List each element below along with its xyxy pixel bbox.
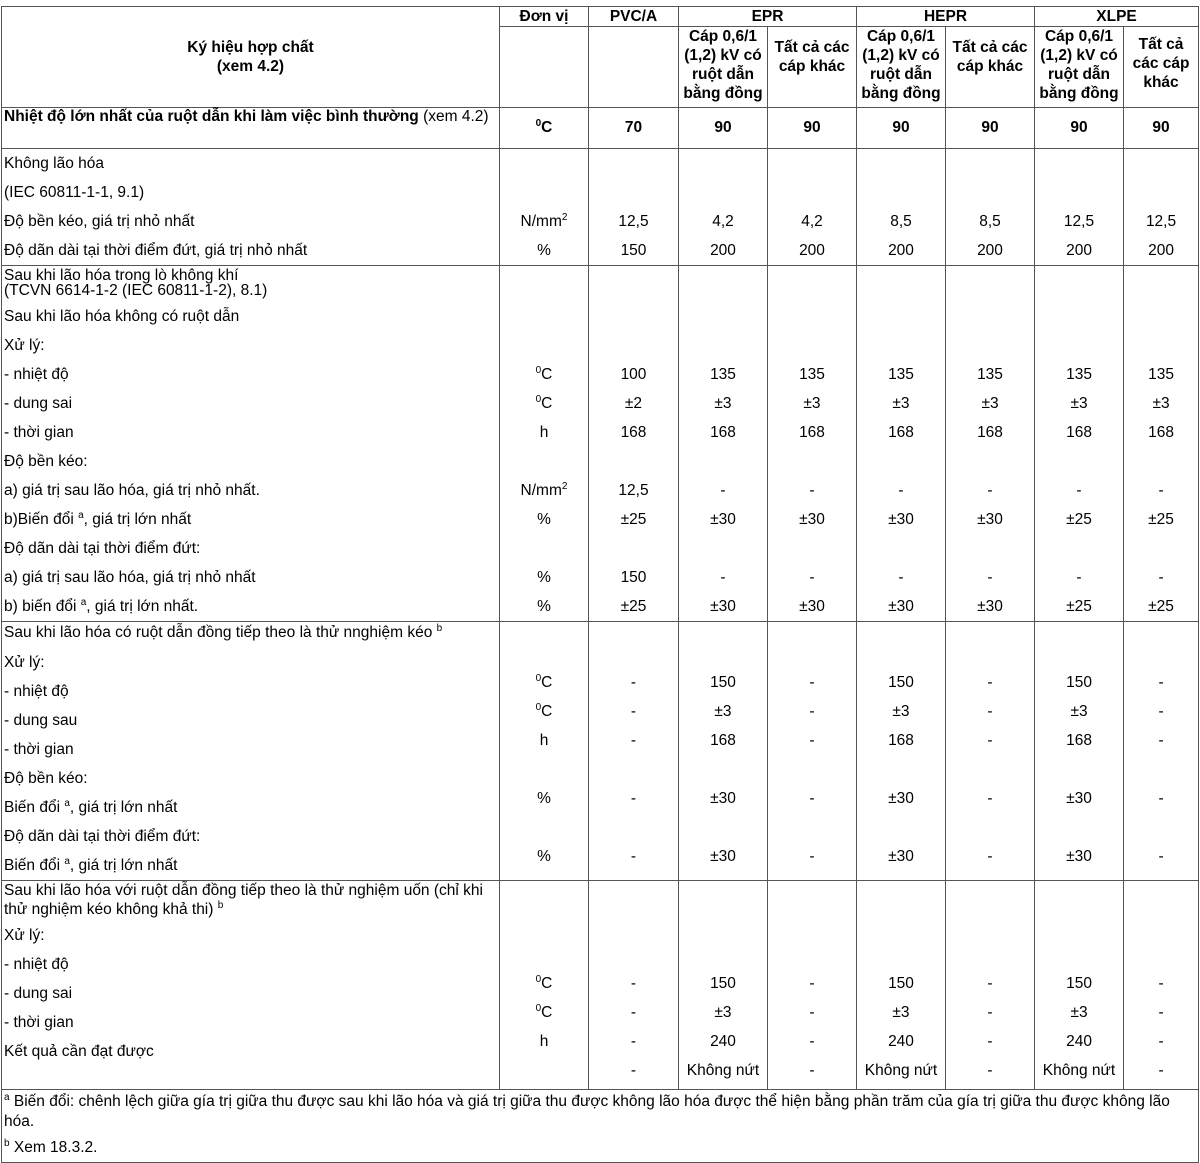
max-temp-label: [2, 108, 500, 149]
unaged-col-epr-other: 4,2 200: [768, 149, 857, 266]
air-oven-no-conductor: Sau khi lão hóa không có ruột dẫn: [4, 308, 240, 325]
copper-bend-tol-unit: $^0$C: [535, 1003, 553, 1021]
max-temp-hepr-other: 90: [946, 108, 1035, 149]
max-temp-epr-other: 90: [768, 108, 857, 149]
copper-bend-col-epr-copper: 150 ±3 240 Không nứt: [679, 881, 768, 1090]
unaged-ref: (IEC 60811-1-1, 9.1): [4, 184, 145, 201]
max-temp-label-bold: Nhiệt độ lớn nhất của ruột dẫn khi làm việc bình thường: [4, 108, 419, 125]
max-temp-xlpe-other: 90: [1124, 108, 1199, 149]
air-oven-col-hepr-copper: 135 ±3 168 - ±30 - ±30: [857, 266, 946, 622]
unaged-col-hepr-copper: 8,5 200: [857, 149, 946, 266]
unaged-col-pvc: 12,5 150: [589, 149, 679, 266]
header-compound-label: Ký hiệu hợp chất: [187, 39, 314, 56]
unaged-tensile-label: Độ bền kéo, giá trị nhỏ nhất: [4, 213, 195, 230]
copper-tensile-elong-var-unit: %: [537, 848, 551, 865]
air-oven-treatment: Xử lý:: [4, 337, 45, 354]
unaged-col-epr-copper: 4,2 200: [679, 149, 768, 266]
copper-bend-temp-label: - nhiệt độ: [4, 956, 69, 973]
copper-bend-col-pvc: - - - -: [589, 881, 679, 1090]
copper-tensile-var-unit: %: [537, 790, 551, 807]
air-oven-elong-var-unit: %: [537, 598, 551, 615]
air-oven-elong-title: Độ dãn dài tại thời điểm đứt:: [4, 540, 201, 557]
air-oven-aged-label: a) giá trị sau lão hóa, giá trị nhỏ nhất.: [4, 482, 260, 499]
header-unit-blank: [500, 27, 589, 108]
air-oven-temp-unit: $^0$C: [535, 365, 553, 383]
max-temp-xlpe-copper: 90: [1035, 108, 1124, 149]
copper-bend-time-unit: h: [539, 1033, 549, 1050]
max-temp-epr-copper: 90: [679, 108, 768, 149]
header-xlpe: XLPE: [1035, 7, 1199, 27]
unaged-col-xlpe-copper: 12,5 200: [1035, 149, 1124, 266]
unaged-elong-label: Độ dãn dài tại thời điểm đứt, giá trị nhỏ nhất: [4, 242, 308, 259]
air-oven-var-unit: %: [537, 511, 551, 528]
copper-tensile-col-epr-other: - - - - -: [768, 622, 857, 881]
footnotes: [2, 1090, 1199, 1163]
copper-tensile-unit-col: [500, 622, 589, 881]
header-hepr-copper: Cáp 0,6/1 (1,2) kV có ruột dẫn bằng đồng: [857, 27, 946, 108]
copper-tensile-temp-unit: $^0$C: [535, 673, 553, 691]
header-xlpe-copper: Cáp 0,6/1 (1,2) kV có ruột dẫn bằng đồng: [1035, 27, 1124, 108]
air-oven-unit-col: [500, 266, 589, 622]
air-oven-elong-aged-label: a) giá trị sau lão hóa, giá trị nhỏ nhất: [4, 569, 256, 586]
air-oven-time-unit: h: [539, 424, 549, 441]
header-hepr: HEPR: [857, 7, 1035, 27]
air-oven-col-xlpe-other: 135 ±3 168 - ±25 - ±25: [1124, 266, 1199, 622]
header-pvc: PVC/A: [589, 7, 679, 27]
compound-properties-table: [1, 6, 1199, 1163]
header-compound-ref: (xem 4.2): [216, 58, 285, 75]
copper-bend-treatment: Xử lý:: [4, 927, 45, 944]
unaged-title: Không lão hóa: [4, 155, 104, 172]
unaged-section: [2, 149, 1199, 266]
copper-bend-col-hepr-copper: 150 ±3 240 Không nứt: [857, 881, 946, 1090]
copper-bend-section: [2, 881, 1199, 1090]
unaged-elong-unit: %: [537, 242, 551, 259]
air-oven-tol-unit: $^0$C: [535, 394, 553, 412]
copper-tensile-col-pvc: - - - - -: [589, 622, 679, 881]
copper-tensile-col-epr-copper: 150 ±3 168 ±30 ±30: [679, 622, 768, 881]
copper-tensile-labels: [2, 622, 500, 881]
copper-bend-temp-unit: $^0$C: [535, 974, 553, 992]
header-epr-other: Tất cả các cáp khác: [768, 27, 857, 108]
header-epr: EPR: [679, 7, 857, 27]
max-temp-hepr-copper: 90: [857, 108, 946, 149]
copper-tensile-elong-var-label: Biến đổi $^a$, giá trị lớn nhất: [4, 856, 178, 874]
unaged-labels: [2, 149, 500, 266]
copper-tensile-time-label: - thời gian: [4, 741, 74, 758]
air-oven-tol-label: - dung sai: [4, 395, 73, 412]
copper-bend-result-label: Kết quả cần đạt được: [4, 1043, 154, 1060]
unaged-tensile-unit: $N/mm^2$: [520, 212, 568, 230]
air-oven-col-epr-other: 135 ±3 168 - ±30 - ±30: [768, 266, 857, 622]
copper-bend-time-label: - thời gian: [4, 1014, 74, 1031]
copper-bend-unit-col: [500, 881, 589, 1090]
copper-bend-col-xlpe-copper: 150 ±3 240 Không nứt: [1035, 881, 1124, 1090]
air-oven-labels: [2, 266, 500, 622]
copper-bend-tol-label: - dung sai: [4, 985, 73, 1002]
air-oven-time-label: - thời gian: [4, 424, 74, 441]
air-oven-elong-var-label: b) biến đổi $^a$, giá trị lớn nhất.: [4, 597, 199, 615]
copper-tensile-time-unit: h: [539, 732, 549, 749]
copper-tensile-col-xlpe-other: - - - - -: [1124, 622, 1199, 881]
air-oven-section: [2, 266, 1199, 622]
header-hepr-other: Tất cả các cáp khác: [946, 27, 1035, 108]
air-oven-col-hepr-other: 135 ±3 168 - ±30 - ±30: [946, 266, 1035, 622]
max-temp-label-ref: (xem 4.2): [423, 108, 489, 125]
air-oven-tensile-title: Độ bền kéo:: [4, 453, 88, 470]
copper-bend-labels: [2, 881, 500, 1090]
unaged-col-hepr-other: 8,5 200: [946, 149, 1035, 266]
copper-tensile-treatment: Xử lý:: [4, 654, 45, 671]
footnote-a: $^a$ Biến đổi: chênh lệch giữa gía trị giữa thu được sau khi lão hóa và giá trị giữa thu được không lão hóa được thể hiện bằng phần trăm của gía trị giữa thu được không lão hóa.: [4, 1092, 1170, 1130]
header-xlpe-other: Tất cả các cáp khác: [1124, 27, 1199, 108]
max-temp-unit: $^0$C: [500, 108, 589, 149]
header-unit: Đơn vị: [500, 7, 589, 27]
copper-bend-title: Sau khi lão hóa với ruột dẫn đồng tiếp theo là thử nghiệm uốn (chỉ khi thử nghiệm kéo không khả thi) $^b$: [4, 882, 483, 918]
copper-tensile-elong-title: Độ dãn dài tại thời điểm đứt:: [4, 828, 201, 845]
unaged-col-xlpe-other: 12,5 200: [1124, 149, 1199, 266]
copper-tensile-col-xlpe-copper: 150 ±3 168 ±30 ±30: [1035, 622, 1124, 881]
air-oven-aged-unit: $N/mm^2$: [520, 481, 568, 499]
unaged-unit-col: [500, 149, 589, 266]
copper-tensile-tensile-title: Độ bền kéo:: [4, 770, 88, 787]
copper-bend-col-xlpe-other: - - - -: [1124, 881, 1199, 1090]
header-pvc-blank: [589, 27, 679, 108]
air-oven-elong-aged-unit: %: [537, 569, 551, 586]
air-oven-temp-label: - nhiệt độ: [4, 366, 69, 383]
copper-tensile-col-hepr-copper: 150 ±3 168 ±30 ±30: [857, 622, 946, 881]
copper-bend-col-epr-other: - - - -: [768, 881, 857, 1090]
air-oven-title: Sau khi lão hóa trong lò không khí (TCVN 6614-1-2 (IEC 60811-1-2), 8.1): [4, 267, 268, 299]
air-oven-col-xlpe-copper: 135 ±3 168 - ±25 - ±25: [1035, 266, 1124, 622]
copper-tensile-var-label: Biến đổi $^a$, giá trị lớn nhất: [4, 798, 178, 816]
header-compound: [2, 7, 500, 108]
copper-tensile-title: Sau khi lão hóa có ruột dẫn đồng tiếp theo là thử nnghiệm kéo $^b$: [4, 623, 443, 641]
air-oven-col-epr-copper: 135 ±3 168 - ±30 - ±30: [679, 266, 768, 622]
copper-tensile-temp-label: - nhiệt độ: [4, 683, 69, 700]
copper-tensile-section: [2, 622, 1199, 881]
header-epr-copper: Cáp 0,6/1 (1,2) kV có ruột dẫn bằng đồng: [679, 27, 768, 108]
copper-tensile-tol-label: - dung sau: [4, 712, 78, 729]
copper-bend-col-hepr-other: - - - -: [946, 881, 1035, 1090]
footnote-b: $^b$ Xem 18.3.2.: [4, 1138, 98, 1156]
air-oven-var-label: b)Biến đổi $^a$, giá trị lớn nhất: [4, 510, 192, 528]
max-temp-pvc: 70: [589, 108, 679, 149]
copper-tensile-col-hepr-other: - - - - -: [946, 622, 1035, 881]
air-oven-col-pvc: 100 ±2 168 12,5 ±25 150 ±25: [589, 266, 679, 622]
copper-tensile-tol-unit: $^0$C: [535, 702, 553, 720]
